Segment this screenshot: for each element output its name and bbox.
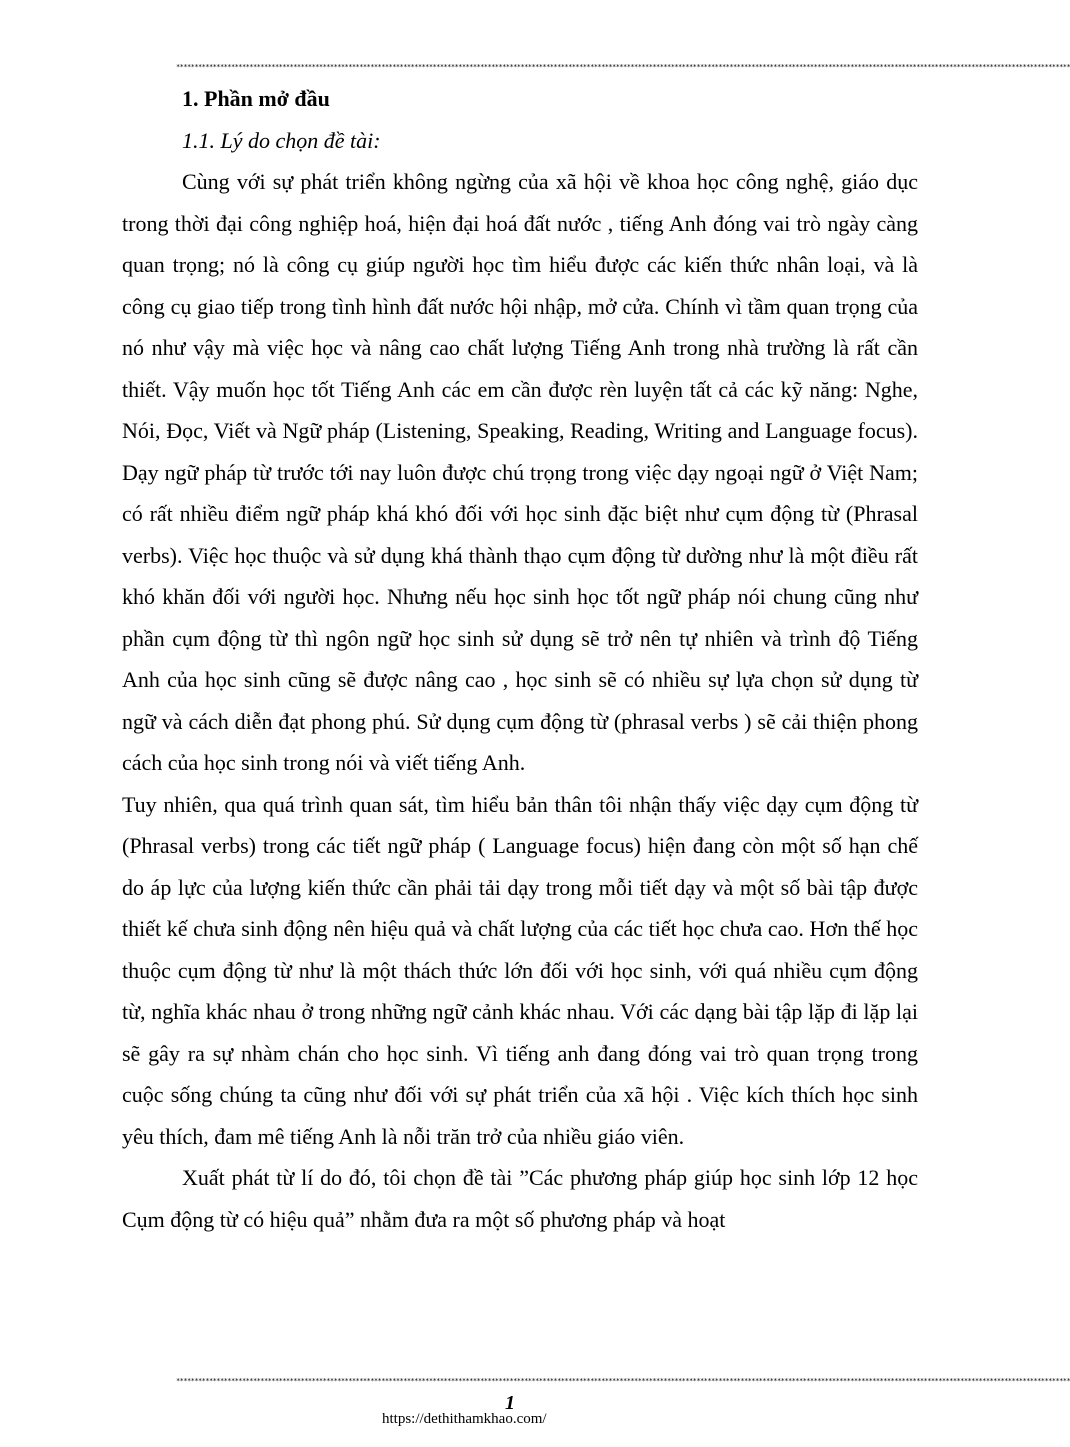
top-border-rule: **************************************************************************************************************************************************************************************************************************************************** [176, 63, 1070, 71]
page-number: 1 [505, 1392, 515, 1414]
section-heading: 1. Phần mở đầu [182, 86, 330, 111]
paragraph-2: Tuy nhiên, qua quá trình quan sát, tìm hiểu bản thân tôi nhận thấy việc dạy cụm động từ (Phrasal verbs) trong các tiết ngữ pháp ( Language focus) hiện đang còn một số hạn chế do áp lực của lượng kiến thức cần phải tải dạy trong mỗi tiết dạy và một số bài tập được thiết kế chưa sinh động nên hiệu quả và chất lượng của các tiết học chưa cao. Hơn thế học thuộc cụm động từ như là một thách thức lớn đối với học sinh, với quá nhiều cụm động từ, nghĩa khác nhau ở trong những ngữ cảnh khác nhau. Với các dạng bài tập lặp đi lặp lại sẽ gây ra sự nhàm chán cho học sinh. Vì tiếng anh đang đóng vai trò quan trọng trong cuộc sống chúng ta cũng như đối với sự phát triển của xã hội . Việc kích thích học sinh yêu thích, đam mê tiếng Anh là nỗi trăn trở của nhiều giáo viên. [122, 791, 918, 1149]
subsection-heading: 1.1. Lý do chọn đề tài: [182, 127, 381, 153]
bottom-border-rule: **************************************************************************************************************************************************************************************************************************************************** [176, 1377, 1070, 1385]
footer-url-link[interactable]: https://dethithamkhao.com/ [382, 1411, 547, 1427]
document-body [122, 78, 918, 1240]
paragraph-1: Cùng với sự phát triển không ngừng của xã hội về khoa học công nghệ, giáo dục trong thời đại công nghiệp hoá, hiện đại hoá đất nước , tiếng Anh đóng vai trò ngày càng quan trọng; nó là công cụ giúp người học tìm hiểu được các kiến thức nhân loại, và là công cụ giao tiếp trong tình hình đất nước hội nhập, mở cửa. Chính vì tầm quan trọng của nó như vậy mà việc học và nâng cao chất lượng Tiếng Anh trong nhà trường là rất cần thiết. Vậy muốn học tốt Tiếng Anh các em cần được rèn luyện tất cả các kỹ năng: Nghe, Nói, Đọc, Viết và Ngữ pháp (Listening, Speaking, Reading, Writing and Language focus). Dạy ngữ pháp từ trước tới nay luôn được chú trọng trong việc dạy ngoại ngữ ở Việt Nam; có rất nhiều điểm ngữ pháp khá khó đối với học sinh đặc biệt như cụm động từ (Phrasal verbs). Việc học thuộc và sử dụng khá thành thạo cụm động từ dường như là một điều rất khó khăn đối với người học. Nhưng nếu học sinh học tốt ngữ pháp nói chung cũng như phần cụm động từ thì ngôn ngữ học sinh sử dụng sẽ trở nên tự nhiên và trình độ Tiếng Anh của học sinh cũng sẽ được nâng cao , học sinh sẽ có nhiều sự lựa chọn sử dụng từ ngữ và cách diễn đạt phong phú. Sử dụng cụm động từ (phrasal verbs ) sẽ cải thiện phong cách của học sinh trong nói và viết tiếng Anh. [122, 169, 918, 775]
paragraph-3: Xuất phát từ lí do đó, tôi chọn đề tài ”Các phương pháp giúp học sinh lớp 12 học Cụm động từ có hiệu quả” nhằm đưa ra một số phương pháp và hoạt [122, 1165, 918, 1232]
